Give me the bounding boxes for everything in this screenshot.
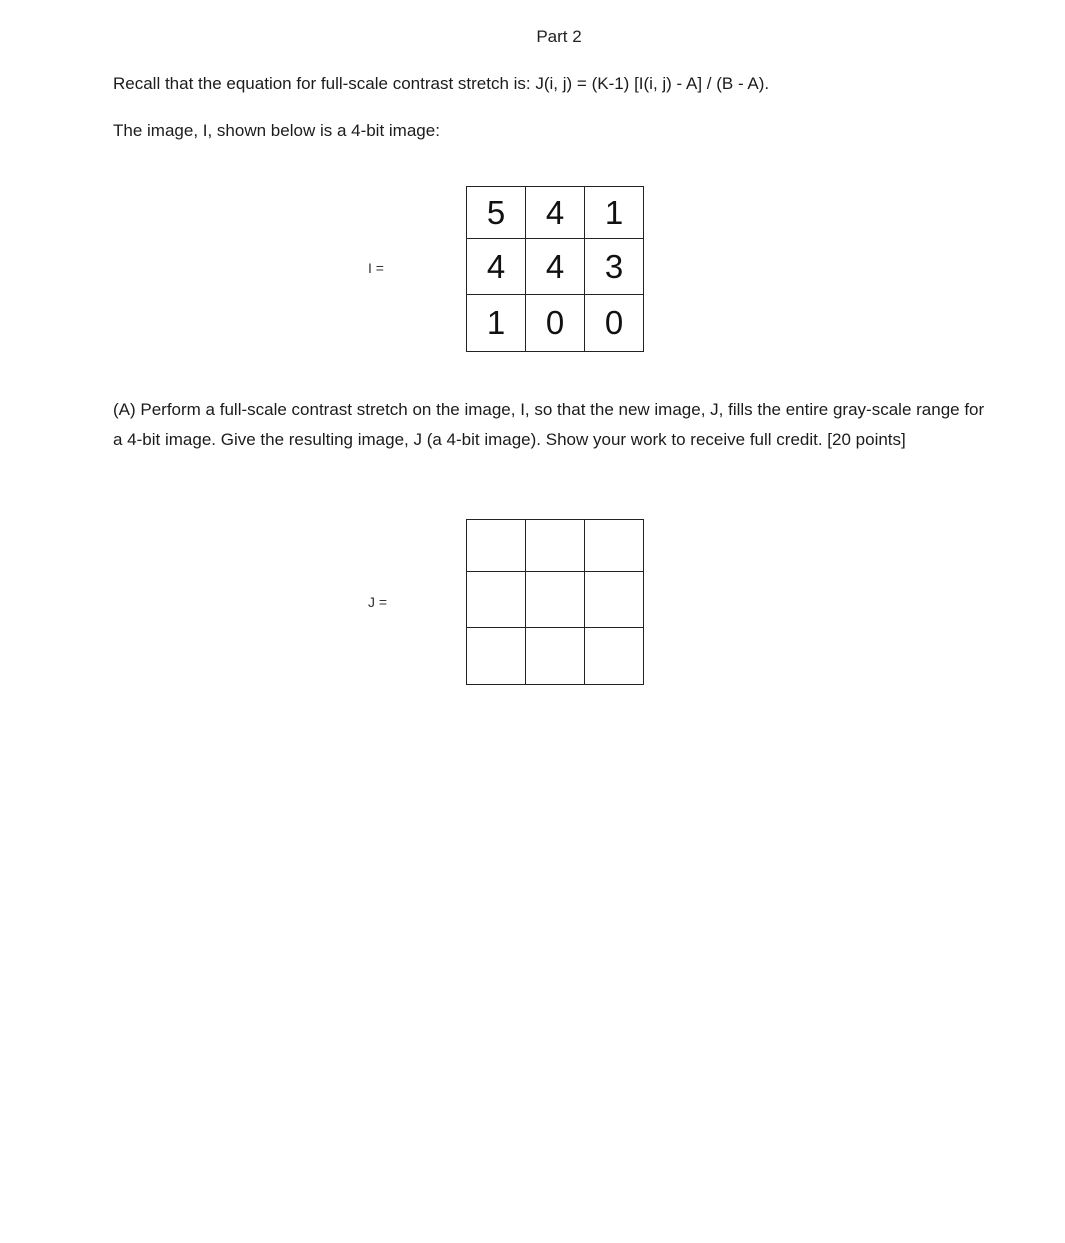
matrix-j-label: J = <box>368 594 388 610</box>
matrix-i-cell: 0 <box>585 295 644 352</box>
question-a-text: (A) Perform a full-scale contrast stretch on the image, I, so that the new image, J, fills the entire gray-scale range for a 4-bit image. Give the resulting image, J (a 4-bit image). Show your work to receive full credit. [20 points] <box>113 400 985 449</box>
matrix-j-cell <box>526 628 585 685</box>
matrix-j-cell <box>467 628 526 685</box>
matrix-j-cell <box>467 572 526 628</box>
matrix-j-table <box>466 519 644 685</box>
matrix-i-table <box>466 186 644 352</box>
matrix-i-label: I = <box>368 260 384 276</box>
matrix-j-cell <box>467 520 526 572</box>
matrix-j-cell <box>526 572 585 628</box>
matrix-j-row <box>467 628 644 685</box>
matrix-i-cell: 3 <box>585 239 644 295</box>
matrix-j-cell <box>526 520 585 572</box>
matrix-i-cell: 1 <box>585 187 644 239</box>
recall-equation-text: Recall that the equation for full-scale contrast stretch is: J(i, j) = (K-1) [I(i, j) - A] / (B - A). <box>113 74 770 93</box>
matrix-i-cell: 0 <box>526 295 585 352</box>
matrix-i-cell: 4 <box>467 239 526 295</box>
matrix-i-cell: 5 <box>467 187 526 239</box>
matrix-i-row <box>467 295 644 352</box>
matrix-j-row <box>467 572 644 628</box>
matrix-j-row <box>467 520 644 572</box>
page-title: Part 2 <box>536 27 582 46</box>
matrix-i-row <box>467 187 644 239</box>
image-intro-text: The image, I, shown below is a 4-bit image: <box>113 121 440 140</box>
matrix-j-cell <box>585 628 644 685</box>
matrix-j-cell <box>585 520 644 572</box>
matrix-i-cell: 4 <box>526 187 585 239</box>
matrix-i-cell: 1 <box>467 295 526 352</box>
matrix-i-row <box>467 239 644 295</box>
matrix-i-cell: 4 <box>526 239 585 295</box>
matrix-j-cell <box>585 572 644 628</box>
